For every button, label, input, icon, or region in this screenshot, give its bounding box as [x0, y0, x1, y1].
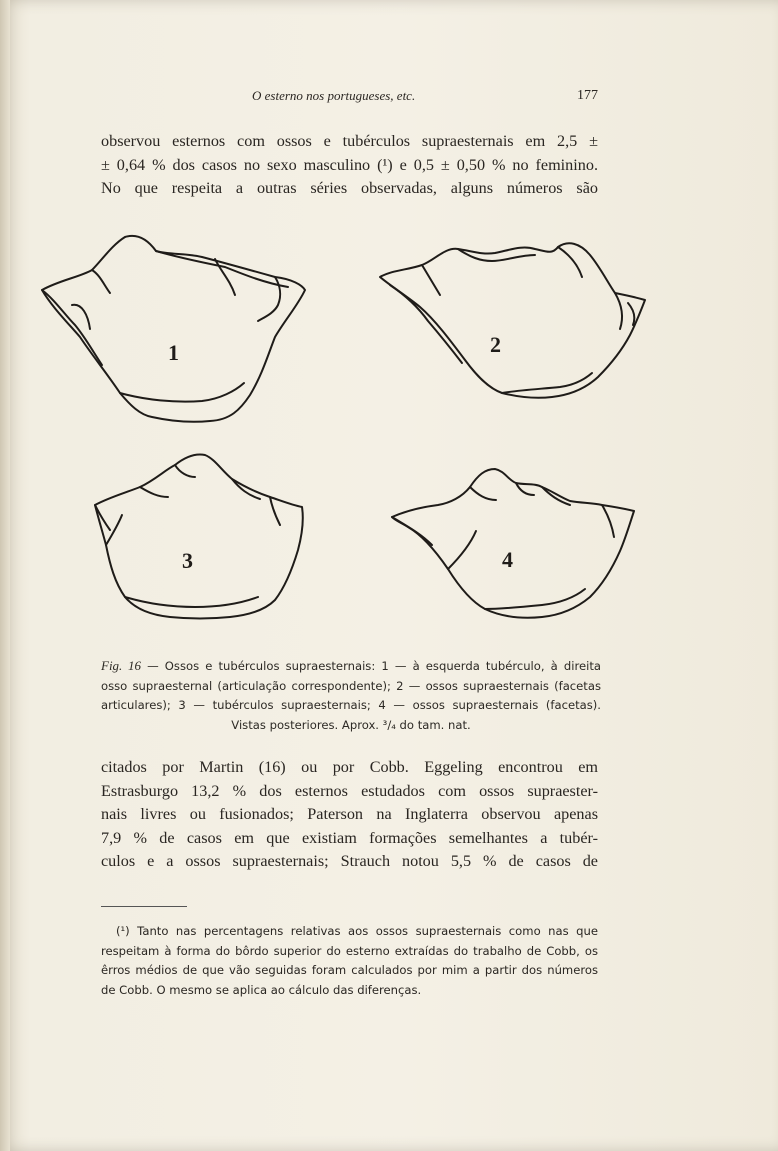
text-line: 7,9 % de casos em que existiam formações semelhantes a tubér- [101, 828, 598, 847]
footnote-line: respeitam à forma do bôrdo superior do esterno extraídas do trabalho de Cobb, os [101, 943, 598, 958]
text-line: No que respeita a outras séries observadas, alguns números são [101, 179, 598, 197]
sternum-specimen-2 [380, 243, 645, 398]
caption-line: osso supraesternal (articulação correspondente); 2 — ossos supraesternais (facetas [101, 678, 601, 693]
figure-label: Fig. 16 [101, 658, 141, 673]
page-header [100, 88, 598, 108]
specimen-label-3: 3 [182, 548, 193, 573]
running-title: O esterno nos portugueses, etc. [252, 88, 416, 103]
page-number: 177 [577, 88, 598, 103]
footnote-line: (¹) Tanto nas percentagens relativas aos ossos supraesternais como nas que [116, 924, 598, 938]
caption-text: — Ossos e tubérculos supraesternais: 1 — à esquerda tubérculo, à direita [140, 659, 601, 673]
text-line: ± 0,64 % dos casos no sexo masculino (¹) e 0,5 ± 0,50 % no feminino. [101, 155, 598, 174]
paragraph-top [101, 130, 598, 201]
specimen-label-1: 1 [168, 340, 179, 365]
caption-line: articulares); 3 — tubérculos supraesternais; 4 — ossos supraesternais (facetas). [101, 698, 601, 712]
caption-line: Vistas posteriores. Aprox. ³/₄ do tam. nat. [231, 717, 471, 732]
text-line: citados por Martin (16) ou por Cobb. Eggeling encontrou em [101, 758, 598, 776]
figure-caption [101, 656, 601, 735]
caption-line [101, 656, 601, 677]
footnote-line: êrros médios de que vão seguidas foram calculados por mim a partir dos números [101, 963, 598, 977]
page-spine-shadow [0, 0, 10, 1151]
text-line: observou esternos com ossos e tubérculos supraesternais em 2,5 ± [101, 132, 598, 150]
text-line: nais livres ou fusionados; Paterson na Inglaterra observou apenas [101, 805, 598, 823]
sternum-specimen-3 [95, 454, 303, 618]
sternum-specimen-1 [42, 236, 305, 422]
specimen-label-4: 4 [502, 547, 513, 572]
footnote-line: de Cobb. O mesmo se aplica ao cálculo das diferenças. [101, 982, 422, 997]
text-line: culos e a ossos supraesternais; Strauch notou 5,5 % de casos de [101, 852, 598, 870]
sternum-specimen-4 [392, 469, 634, 618]
sternum-figure [30, 225, 650, 625]
text-line: Estrasburgo 13,2 % dos esternos estudados com ossos supraester- [101, 781, 598, 800]
specimen-label-2: 2 [490, 332, 501, 357]
footnote [101, 922, 598, 1000]
footnote-separator [101, 906, 187, 907]
paragraph-bottom [101, 756, 598, 874]
